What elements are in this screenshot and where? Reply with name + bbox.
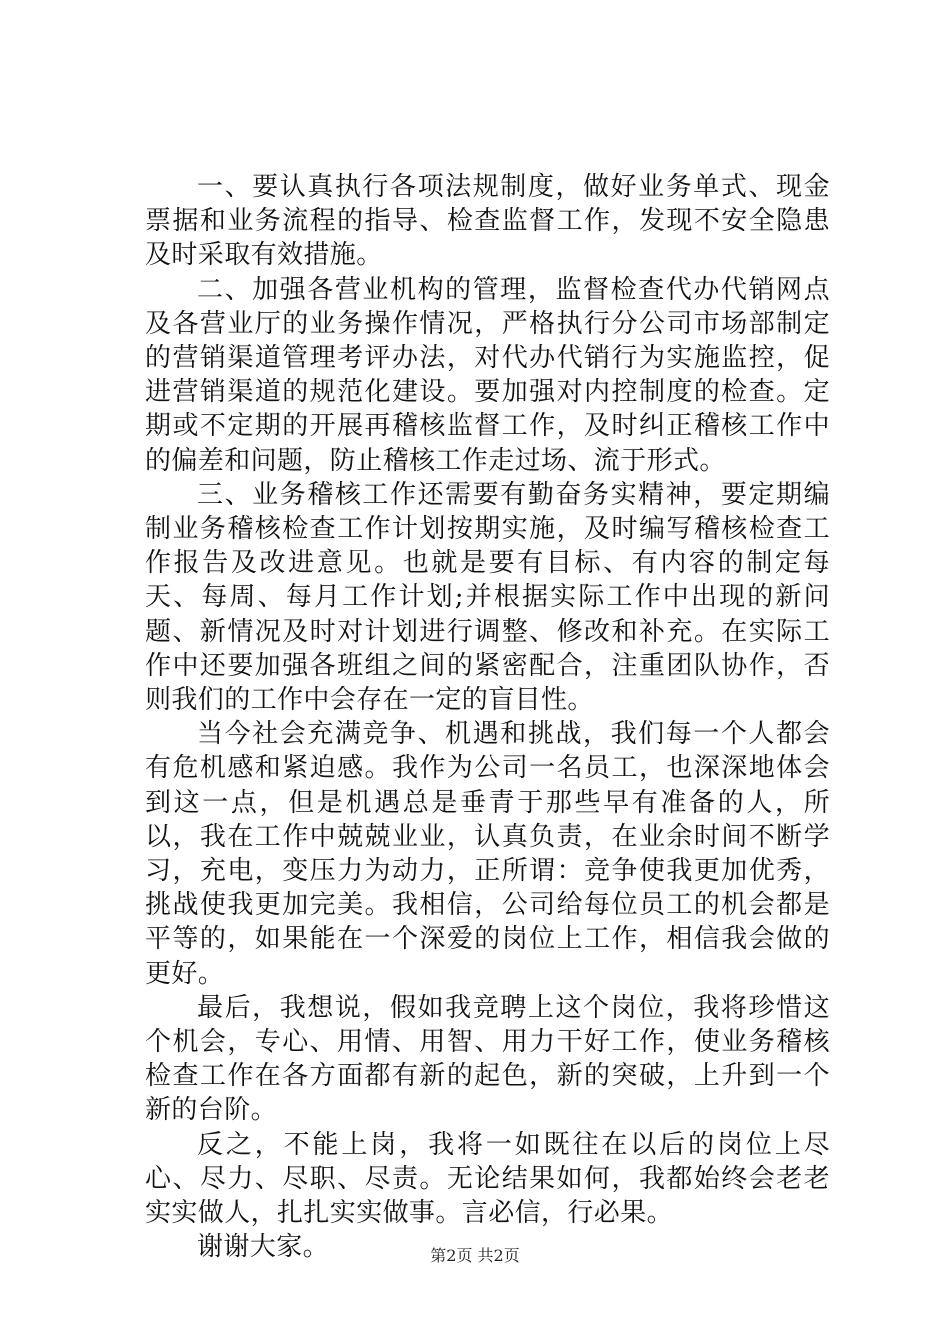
paragraph-4: 当今社会充满竞争、机遇和挑战，我们每一个人都会有危机感和紧迫感。我作为公司一名员工，也深深地体会到这一点，但是机遇总是垂青于那些早有准备的人，所以，我在工作中兢兢业业，认真负责，在业余时间不断学习，充电，变压力为动力，正所谓：竞争使我更加优秀，挑战使我更加完美。我相信，公司给每位员工的机会都是平等的，如果能在一个深爱的岗位上工作，相信我会做的更好。 [145,719,830,989]
paragraph-1: 一、要认真执行各项法规制度，做好业务单式、现金票据和业务流程的指导、检查监督工作，发现不安全隐患及时采取有效措施。 [145,172,830,271]
paragraph-5: 最后，我想说，假如我竞聘上这个岗位，我将珍惜这个机会，专心、用情、用智、用力干好工作，使业务稽核检查工作在各方面都有新的起色，新的突破，上升到一个新的台阶。 [145,992,830,1126]
paragraph-6: 反之，不能上岗，我将一如既往在以后的岗位上尽心、尽力、尽职、尽责。无论结果如何，我都始终会老老实实做人，扎扎实实做事。言必信，行必果。 [145,1129,830,1229]
paragraph-2: 二、加强各营业机构的管理，监督检查代办代销网点及各营业厅的业务操作情况，严格执行分公司市场部制定的营销渠道管理考评办法，对代办代销行为实施监控，促进营销渠道的规范化建设。要加强对内控制度的检查。定期或不定期的开展再稽核监督工作，及时纠正稽核工作中的偏差和问题，防止稽核工作走过场、流于形式。 [145,274,830,476]
page-number-footer: 第2页 共2页 [430,1246,520,1265]
document-body [145,170,830,1265]
paragraph-3: 三、业务稽核工作还需要有勤奋务实精神，要定期编制业务稽核检查工作计划按期实施，及时编写稽核检查工作报告及改进意见。也就是要有目标、有内容的制定每天、每周、每月工作计划;并根据实际工作中出现的新问题、新情况及时对计划进行调整、修改和补充。在实际工作中还要加强各班组之间的紧密配合，注重团队协作，否则我们的工作中会存在一定的盲目性。 [145,479,830,716]
paragraph-7: 谢谢大家。 [197,1232,330,1263]
